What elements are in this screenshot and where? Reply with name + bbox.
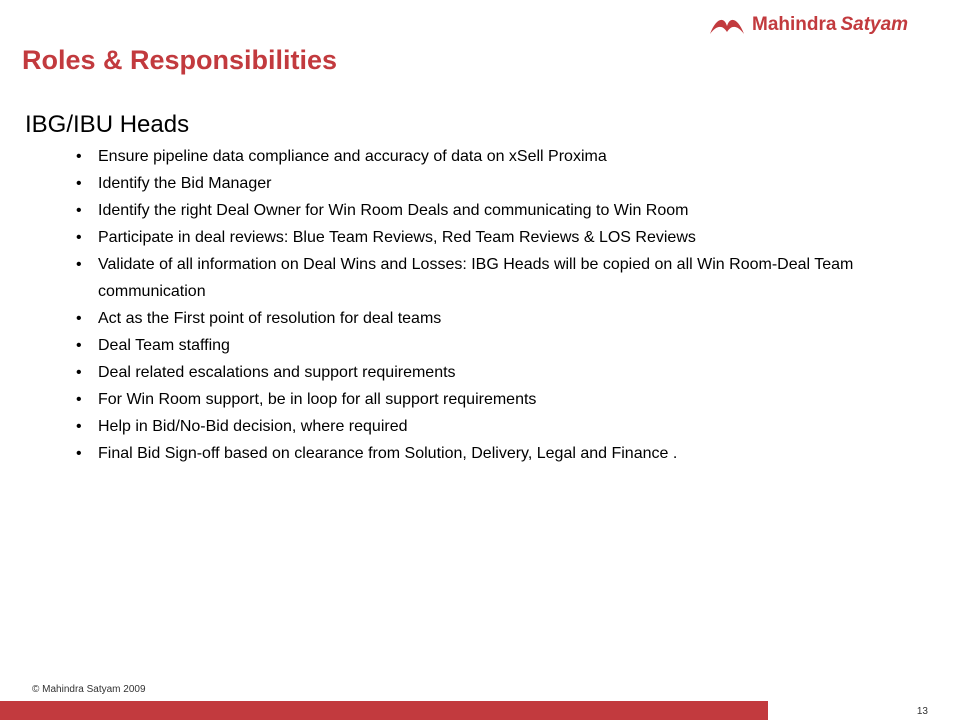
brand-logo (708, 10, 908, 40)
responsibility-list (76, 143, 946, 467)
list-item: • Participate in deal reviews: Blue Team Reviews, Red Team Reviews & LOS Reviews (76, 224, 946, 251)
list-item: • Deal Team staffing (76, 332, 946, 359)
list-item: • For Win Room support, be in loop for all support requirements (76, 386, 946, 413)
slide-title: Roles & Responsibilities (22, 45, 338, 75)
brand-logo-text (752, 14, 908, 36)
list-item: • Identify the Bid Manager (76, 170, 946, 197)
list-item: • Identify the right Deal Owner for Win Room Deals and communicating to Win Room (76, 197, 946, 224)
list-item: • Deal related escalations and support requirements (76, 359, 946, 386)
page-number: 13 (916, 706, 928, 717)
copyright-text: © Mahindra Satyam 2009 (32, 684, 146, 695)
logo-word-satyam: Satyam (840, 14, 909, 35)
list-item: • Help in Bid/No-Bid decision, where required (76, 413, 946, 440)
logo-word-mahindra: Mahindra (752, 14, 837, 35)
list-item: • Validate of all information on Deal Wins and Losses: IBG Heads will be copied on all Win Room-Deal Team communication (76, 251, 946, 305)
list-item: • Ensure pipeline data compliance and accuracy of data on xSell Proxima (76, 143, 946, 170)
mahindra-emblem-icon (708, 12, 746, 38)
list-item: • Act as the First point of resolution for deal teams (76, 305, 946, 332)
footer-bar (0, 701, 768, 720)
section-heading: IBG/IBU Heads (25, 111, 190, 138)
list-item: • Final Bid Sign-off based on clearance from Solution, Delivery, Legal and Finance . (76, 440, 946, 467)
